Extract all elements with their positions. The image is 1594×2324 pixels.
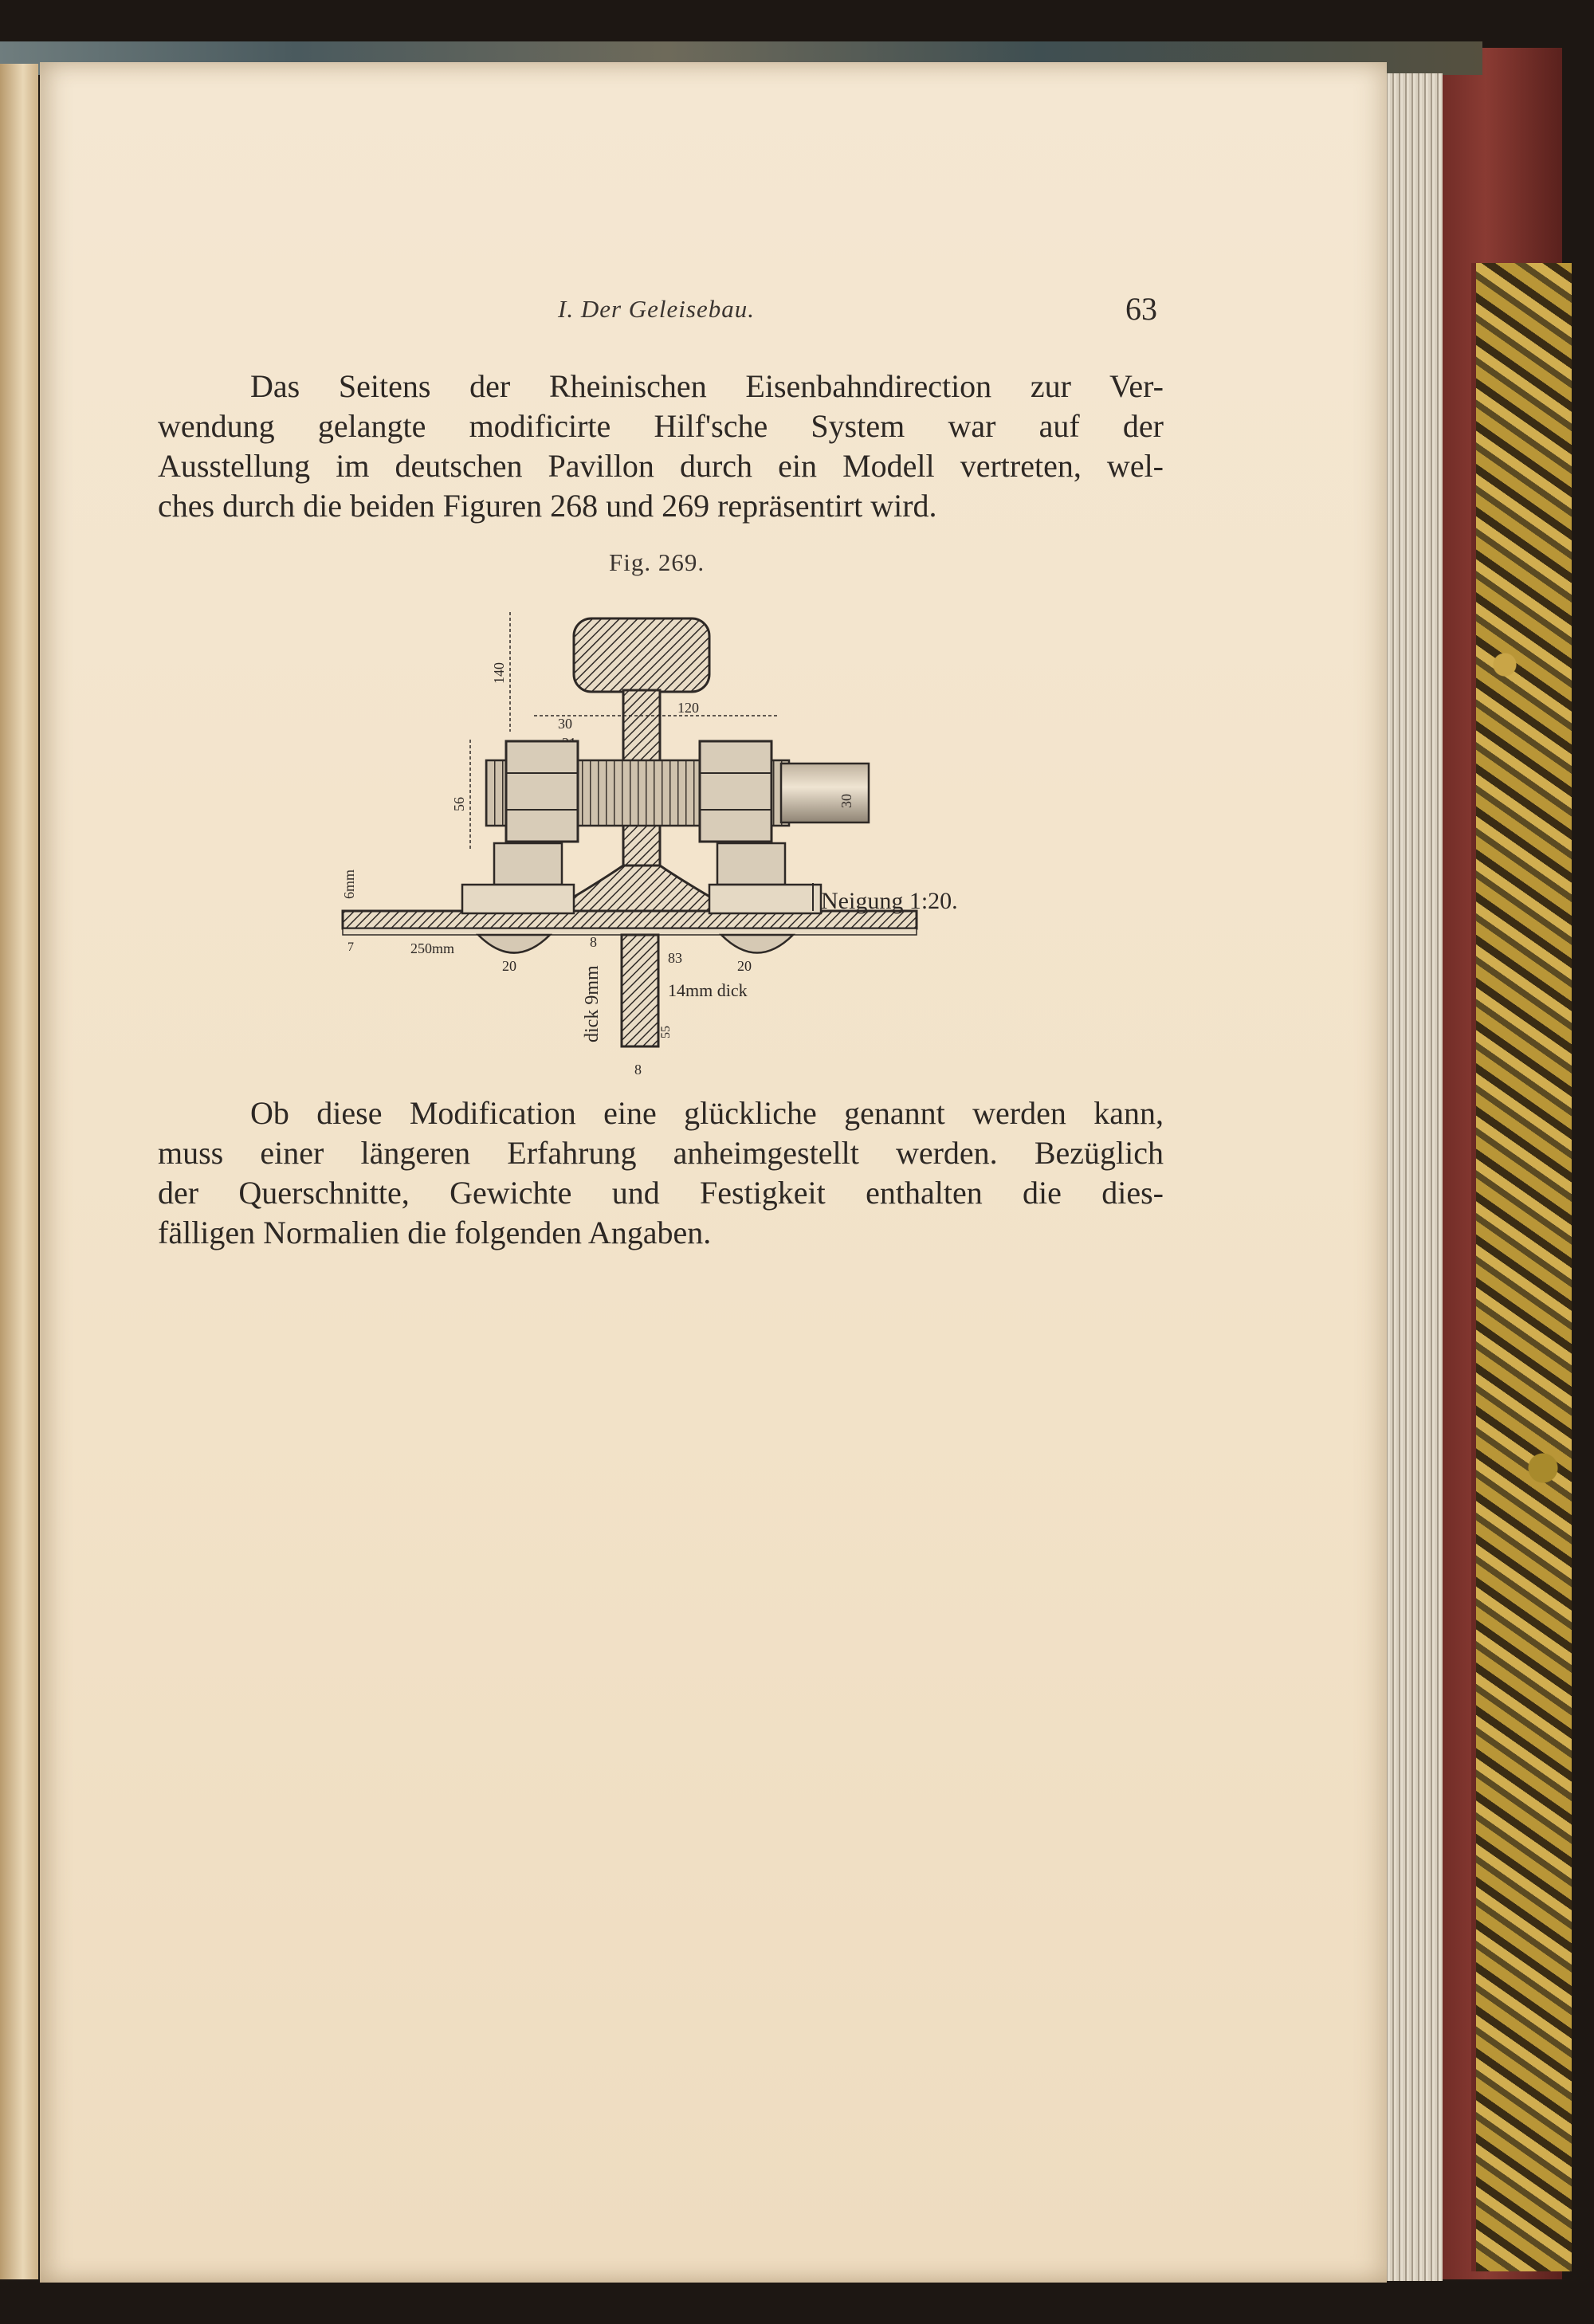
figure-rail-fastening <box>335 596 988 1082</box>
dim-label-8-bottom: 8 <box>634 1062 642 1078</box>
dim-label-30-right: 30 <box>838 794 854 808</box>
dim-label-20-right: 20 <box>737 958 752 974</box>
paragraph-line: Ausstellung im deutschen Pavillon durch ein Modell vertreten, wel- <box>158 448 1164 484</box>
dim-label-6mm: 6mm <box>341 869 357 899</box>
clip-plate-left <box>462 885 574 913</box>
left-page-edge <box>0 64 38 2279</box>
paragraph-line: muss einer längeren Erfahrung anheimgestellt werden. Bezüglich <box>158 1135 1164 1171</box>
inclination-label: Neigung 1:20. <box>821 888 958 914</box>
nut-left <box>506 741 578 842</box>
dim-label-250mm: 250mm <box>410 940 455 956</box>
clip-plate-right <box>709 885 821 913</box>
bolt-head-right <box>721 935 793 953</box>
dim-label-120: 120 <box>677 700 699 716</box>
clamp-nut-right <box>717 843 785 885</box>
paragraph-intro <box>158 367 1164 526</box>
rail-stem-lower <box>622 935 658 1046</box>
bolt-head-left <box>478 935 550 953</box>
running-head: I. Der Geleisebau. <box>558 295 755 323</box>
dim-label-8-top: 8 <box>590 934 597 950</box>
paragraph-line: fälligen Normalien die folgenden Angaben. <box>158 1215 712 1250</box>
figure-caption: Fig. 269. <box>609 548 705 576</box>
page-number: 63 <box>1125 291 1157 327</box>
dim-label-140: 140 <box>491 662 507 684</box>
paragraph-line: ches durch die beiden Figuren 268 und 269 repräsentirt wird. <box>158 488 937 524</box>
marbled-endpaper <box>1471 263 1572 2271</box>
paragraph-conclusion <box>158 1093 1164 1253</box>
dim-label-56: 56 <box>451 797 467 811</box>
dim-label-83: 83 <box>668 950 682 966</box>
nut-right <box>700 741 771 842</box>
dim-label-7: 7 <box>347 940 354 954</box>
paragraph-line: der Querschnitte, Gewichte und Festigkeit enthalten die dies- <box>158 1175 1164 1211</box>
dim-label-14mm-dick: 14mm dick <box>668 980 748 1000</box>
bolt-shaft <box>781 764 869 822</box>
paragraph-line: Das Seitens der Rheinischen Eisenbahndirection zur Ver- <box>250 368 1164 404</box>
rail-head <box>574 618 709 692</box>
clamp-nut-left <box>494 843 562 885</box>
paragraph-line: Ob diese Modification eine glückliche genannt werden kann, <box>250 1095 1164 1131</box>
dim-label-9mm-dick: dick 9mm <box>582 965 603 1042</box>
rail-drawing <box>335 596 988 1082</box>
dim-label-55: 55 <box>659 1026 673 1038</box>
dim-label-20-left: 20 <box>502 958 516 974</box>
paragraph-line: wendung gelangte modificirte Hilf'sche System war auf der <box>158 408 1164 444</box>
dim-label-30: 30 <box>558 716 572 732</box>
